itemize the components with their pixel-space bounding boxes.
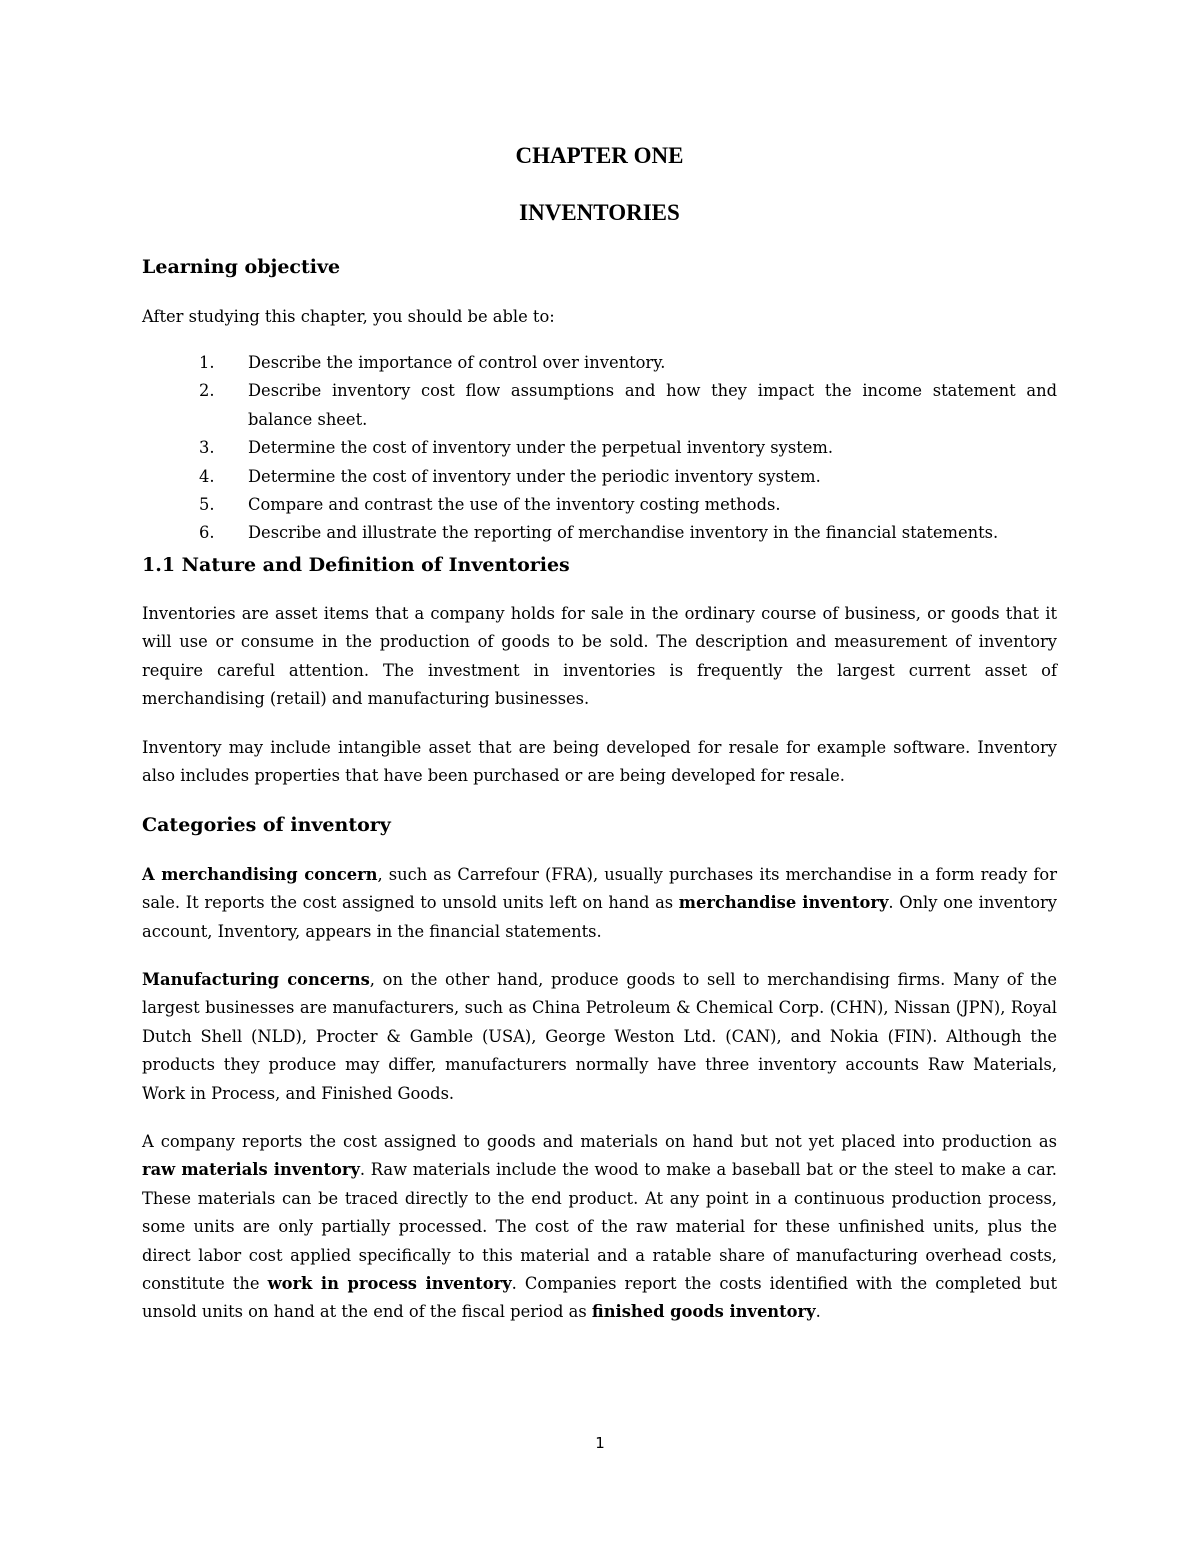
objective-text: Describe the importance of control over inventory. — [248, 353, 666, 372]
objective-number: 5. — [199, 495, 215, 515]
categories-heading: Categories of inventory — [142, 814, 391, 836]
objective-text: Determine the cost of inventory under the perpetual inventory system. — [248, 438, 833, 458]
raw-materials-text: A company reports the cost assigned to goods and materials on hand but not yet placed into production as — [142, 1132, 1057, 1151]
chapter-subtitle: INVENTORIES — [519, 200, 680, 225]
page-number: 1 — [595, 1434, 605, 1452]
document-page — [142, 0, 1057, 1553]
chapter-title: CHAPTER ONE — [515, 143, 684, 168]
raw-materials-paragraph — [142, 1128, 1057, 1327]
objective-item — [142, 491, 1057, 519]
work-in-process-term: work in process inventory — [267, 1274, 512, 1294]
raw-materials-text-3: . Companies report the costs identified with the completed but unsold units on hand at the end of the fiscal period as — [142, 1274, 1057, 1322]
manufacturing-paragraph — [142, 966, 1057, 1108]
section-1-1-paragraph-2: Inventory may include intangible asset that are being developed for resale for example software. Inventory also includes properties that have been purchased or are being developed for resale. — [142, 738, 1057, 786]
section-1-1-heading: 1.1 Nature and Definition of Inventories — [142, 554, 570, 576]
objective-number: 1. — [199, 353, 215, 372]
objective-number: 4. — [199, 466, 215, 486]
learning-objective-intro: After studying this chapter, you should be able to: — [142, 307, 555, 326]
raw-materials-text-2: . Raw materials include the wood to make a baseball bat or the steel to make a car. These materials can be traced directly to the end product. At any point in a continuous production process, some units are only partially processed. The cost of the raw material for these unfinished units, plus the direct labor cost applied specifically to this material and a ratable share of manufacturing overhead costs, constitute the — [142, 1160, 1057, 1294]
merchandising-term: A merchandising concern — [142, 865, 378, 884]
raw-materials-term: raw materials inventory — [142, 1160, 360, 1180]
objectives-list — [142, 349, 1057, 548]
objective-number: 3. — [199, 438, 215, 458]
merchandise-inventory-term: merchandise inventory — [678, 893, 889, 913]
raw-materials-text-4: . — [815, 1302, 821, 1322]
manufacturing-text: , on the other hand, produce goods to sell to merchandising firms. Many of the largest businesses are manufacturers, such as China Petroleum & Chemical Corp. (CHN), Nissan (JPN), Royal Dutch Shell (NLD), Procter & Gamble (USA), George Weston Ltd. (CAN), and Nokia (FIN). Although the products they produce may differ, manufacturers normally have three inventory accounts Raw Materials, Work in Process, and Finished Goods. — [142, 970, 1058, 1103]
objective-text: Determine the cost of inventory under the periodic inventory system. — [248, 466, 821, 486]
objective-number: 6. — [199, 523, 215, 543]
merchandising-text-end: . Only one inventory account, Inventory, appears in the financial statements. — [142, 893, 1057, 941]
manufacturing-term: Manufacturing concerns — [142, 970, 370, 989]
objective-text: Compare and contrast the use of the inventory costing methods. — [248, 495, 781, 515]
objective-number: 2. — [199, 381, 215, 401]
objective-text: Describe and illustrate the reporting of merchandise inventory in the financial statements. — [248, 523, 999, 543]
objective-item — [142, 434, 1057, 462]
finished-goods-term: finished goods inventory — [591, 1302, 816, 1322]
merchandising-text: , such as Carrefour (FRA), usually purchases its merchandise in a form ready for sale. It reports the cost assigned to unsold units left on hand as — [142, 865, 1057, 913]
objective-item — [142, 519, 1057, 547]
objective-item — [142, 349, 1057, 377]
section-1-1-paragraph-1: Inventories are asset items that a company holds for sale in the ordinary course of business, or goods that it will use or consume in the production of goods to be sold. The description and measurement of inventory require careful attention. The investment in inventories is frequently the largest current asset of merchandising (retail) and manufacturing businesses. — [142, 604, 1057, 709]
objective-item — [142, 463, 1057, 491]
learning-objective-heading: Learning objective — [142, 256, 341, 278]
objective-item — [142, 377, 1057, 434]
objective-text: Describe inventory cost flow assumptions and how they impact the income statement and balance sheet. — [248, 381, 1057, 429]
merchandising-paragraph — [142, 861, 1057, 946]
